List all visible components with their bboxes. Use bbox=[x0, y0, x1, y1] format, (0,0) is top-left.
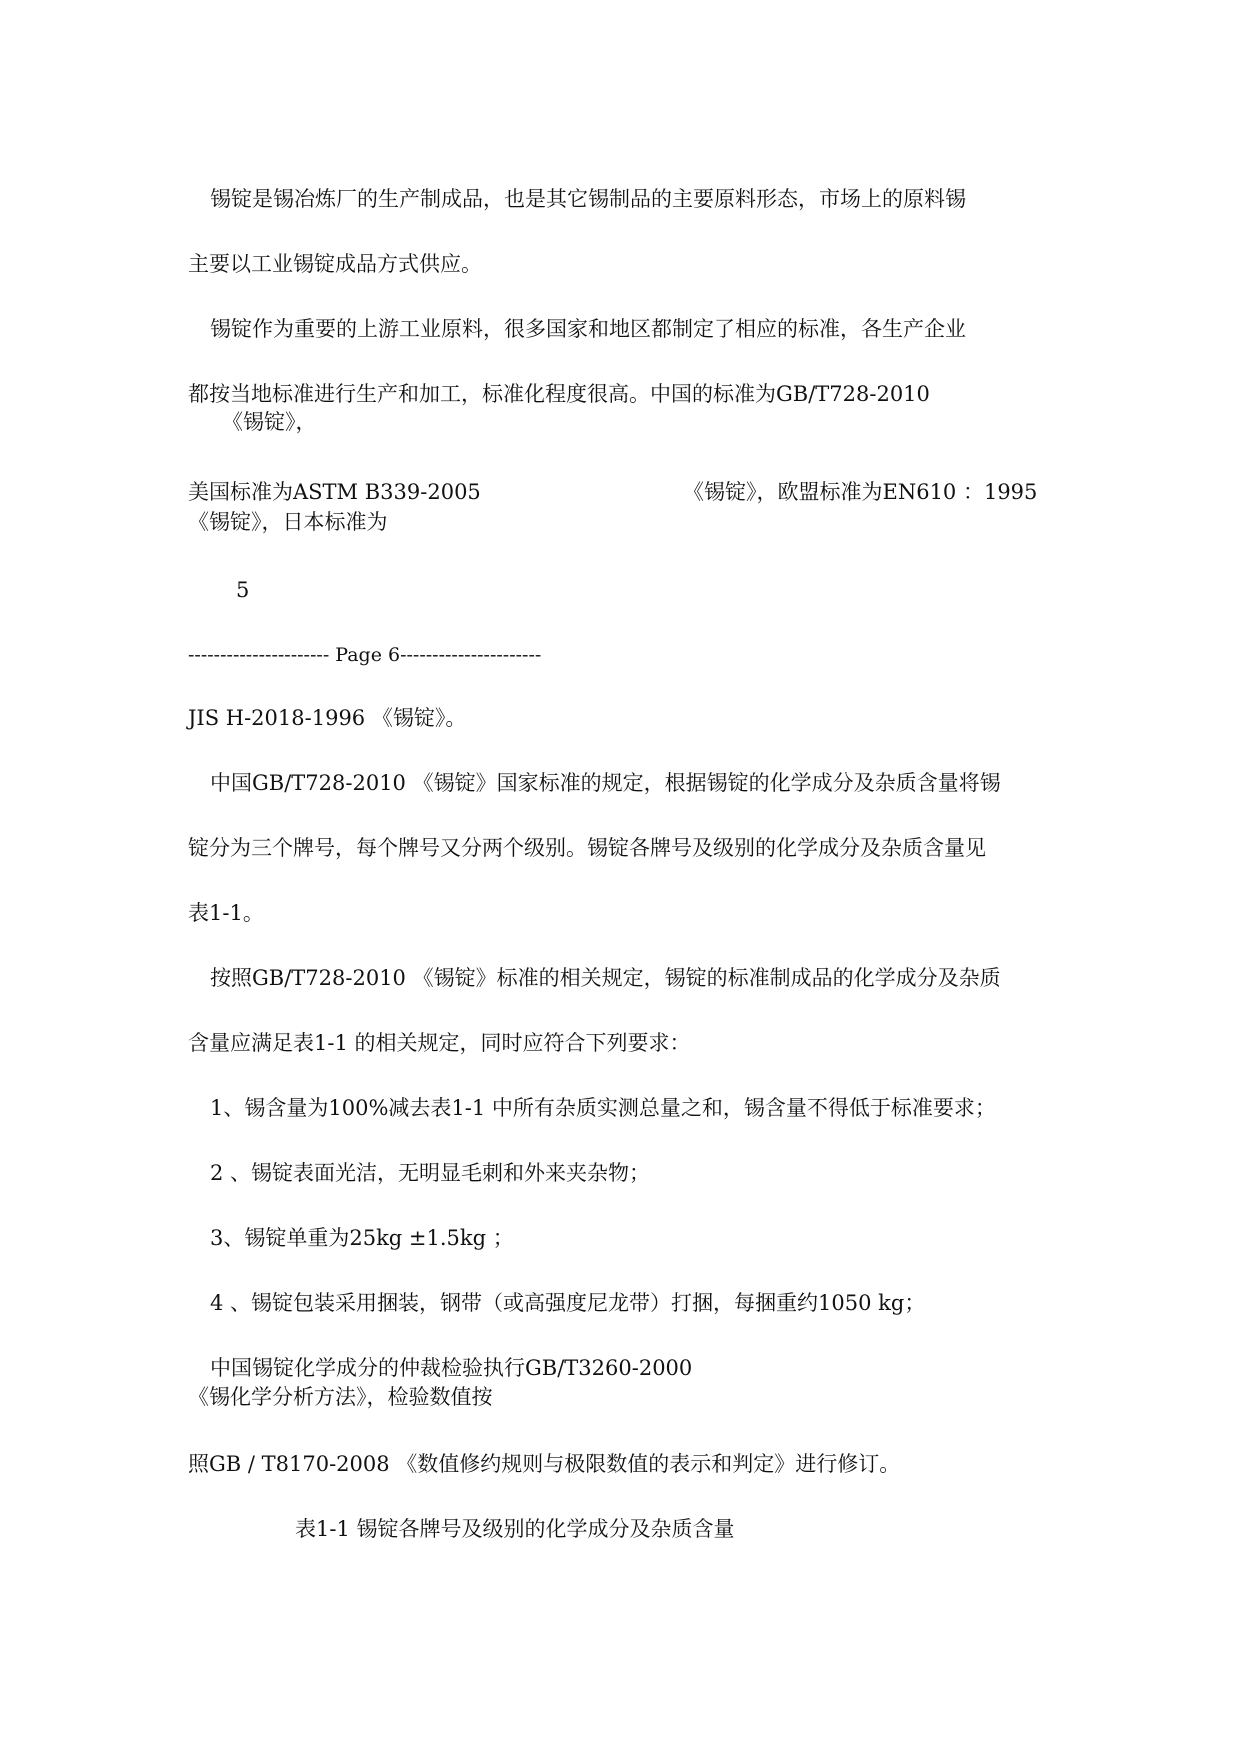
table-caption: 表1-1 锡锭各牌号及级别的化学成分及杂质含量 bbox=[295, 1517, 735, 1541]
requirement-item-3: 3、锡锭单重为25kg ±1.5kg ； bbox=[210, 1226, 514, 1250]
requirement-item-1: 1、锡含量为100%减去表1-1 中所有杂质实测总量之和，锡含量不得低于标准要求； bbox=[210, 1096, 996, 1120]
para-3-line-1: JIS H-2018-1996 《锡锭》。 bbox=[188, 706, 467, 730]
para-5-line-2: 含量应满足表1-1 的相关规定，同时应符合下列要求： bbox=[188, 1031, 691, 1055]
para-4-line-1: 中国GB/T728-2010 《锡锭》国家标准的规定，根据锡锭的化学成分及杂质含量将锡 bbox=[210, 771, 1001, 795]
para-2-line-5: 《锡锭》，日本标准为 bbox=[188, 510, 388, 534]
para-4-line-3: 表1-1。 bbox=[188, 901, 264, 925]
para-2-line-4a: 美国标准为ASTM B339-2005 bbox=[188, 480, 481, 504]
para-6-line-1: 中国锡锭化学成分的仲裁检验执行GB/T3260-2000 bbox=[210, 1356, 693, 1380]
para-6-line-3: 照GB / T8170-2008 《数值修约规则与极限数值的表示和判定》进行修订。 bbox=[188, 1452, 901, 1476]
para-2-line-2: 都按当地标准进行生产和加工，标准化程度很高。中国的标准为GB/T728-2010 bbox=[188, 382, 930, 406]
para-2-line-4b: 《锡锭》，欧盟标准为EN610 ：1995 bbox=[683, 480, 1038, 504]
para-6-line-2: 《锡化学分析方法》，检验数值按 bbox=[188, 1385, 493, 1409]
page-separator: ---------------------- Page 6---------------------- bbox=[188, 644, 542, 666]
requirement-item-2: 2 、锡锭表面光洁，无明显毛刺和外来夹杂物； bbox=[210, 1161, 651, 1185]
requirement-item-4: 4 、锡锭包装采用捆装，钢带（或高强度尼龙带）打捆，每捆重约1050 kg； bbox=[210, 1291, 926, 1315]
para-1-line-1: 锡锭是锡冶炼厂的生产制成品，也是其它锡制品的主要原料形态，市场上的原料锡 bbox=[210, 187, 966, 211]
para-2-line-3: 《锡锭》， bbox=[222, 410, 317, 434]
para-4-line-2: 锭分为三个牌号，每个牌号又分两个级别。锡锭各牌号及级别的化学成分及杂质含量见 bbox=[188, 836, 986, 860]
para-1-line-2: 主要以工业锡锭成品方式供应。 bbox=[188, 252, 482, 276]
para-2-line-1: 锡锭作为重要的上游工业原料，很多国家和地区都制定了相应的标准，各生产企业 bbox=[210, 317, 966, 341]
page-number: 5 bbox=[236, 578, 250, 602]
para-5-line-1: 按照GB/T728-2010 《锡锭》标准的相关规定，锡锭的标准制成品的化学成分及杂质 bbox=[210, 966, 1001, 990]
